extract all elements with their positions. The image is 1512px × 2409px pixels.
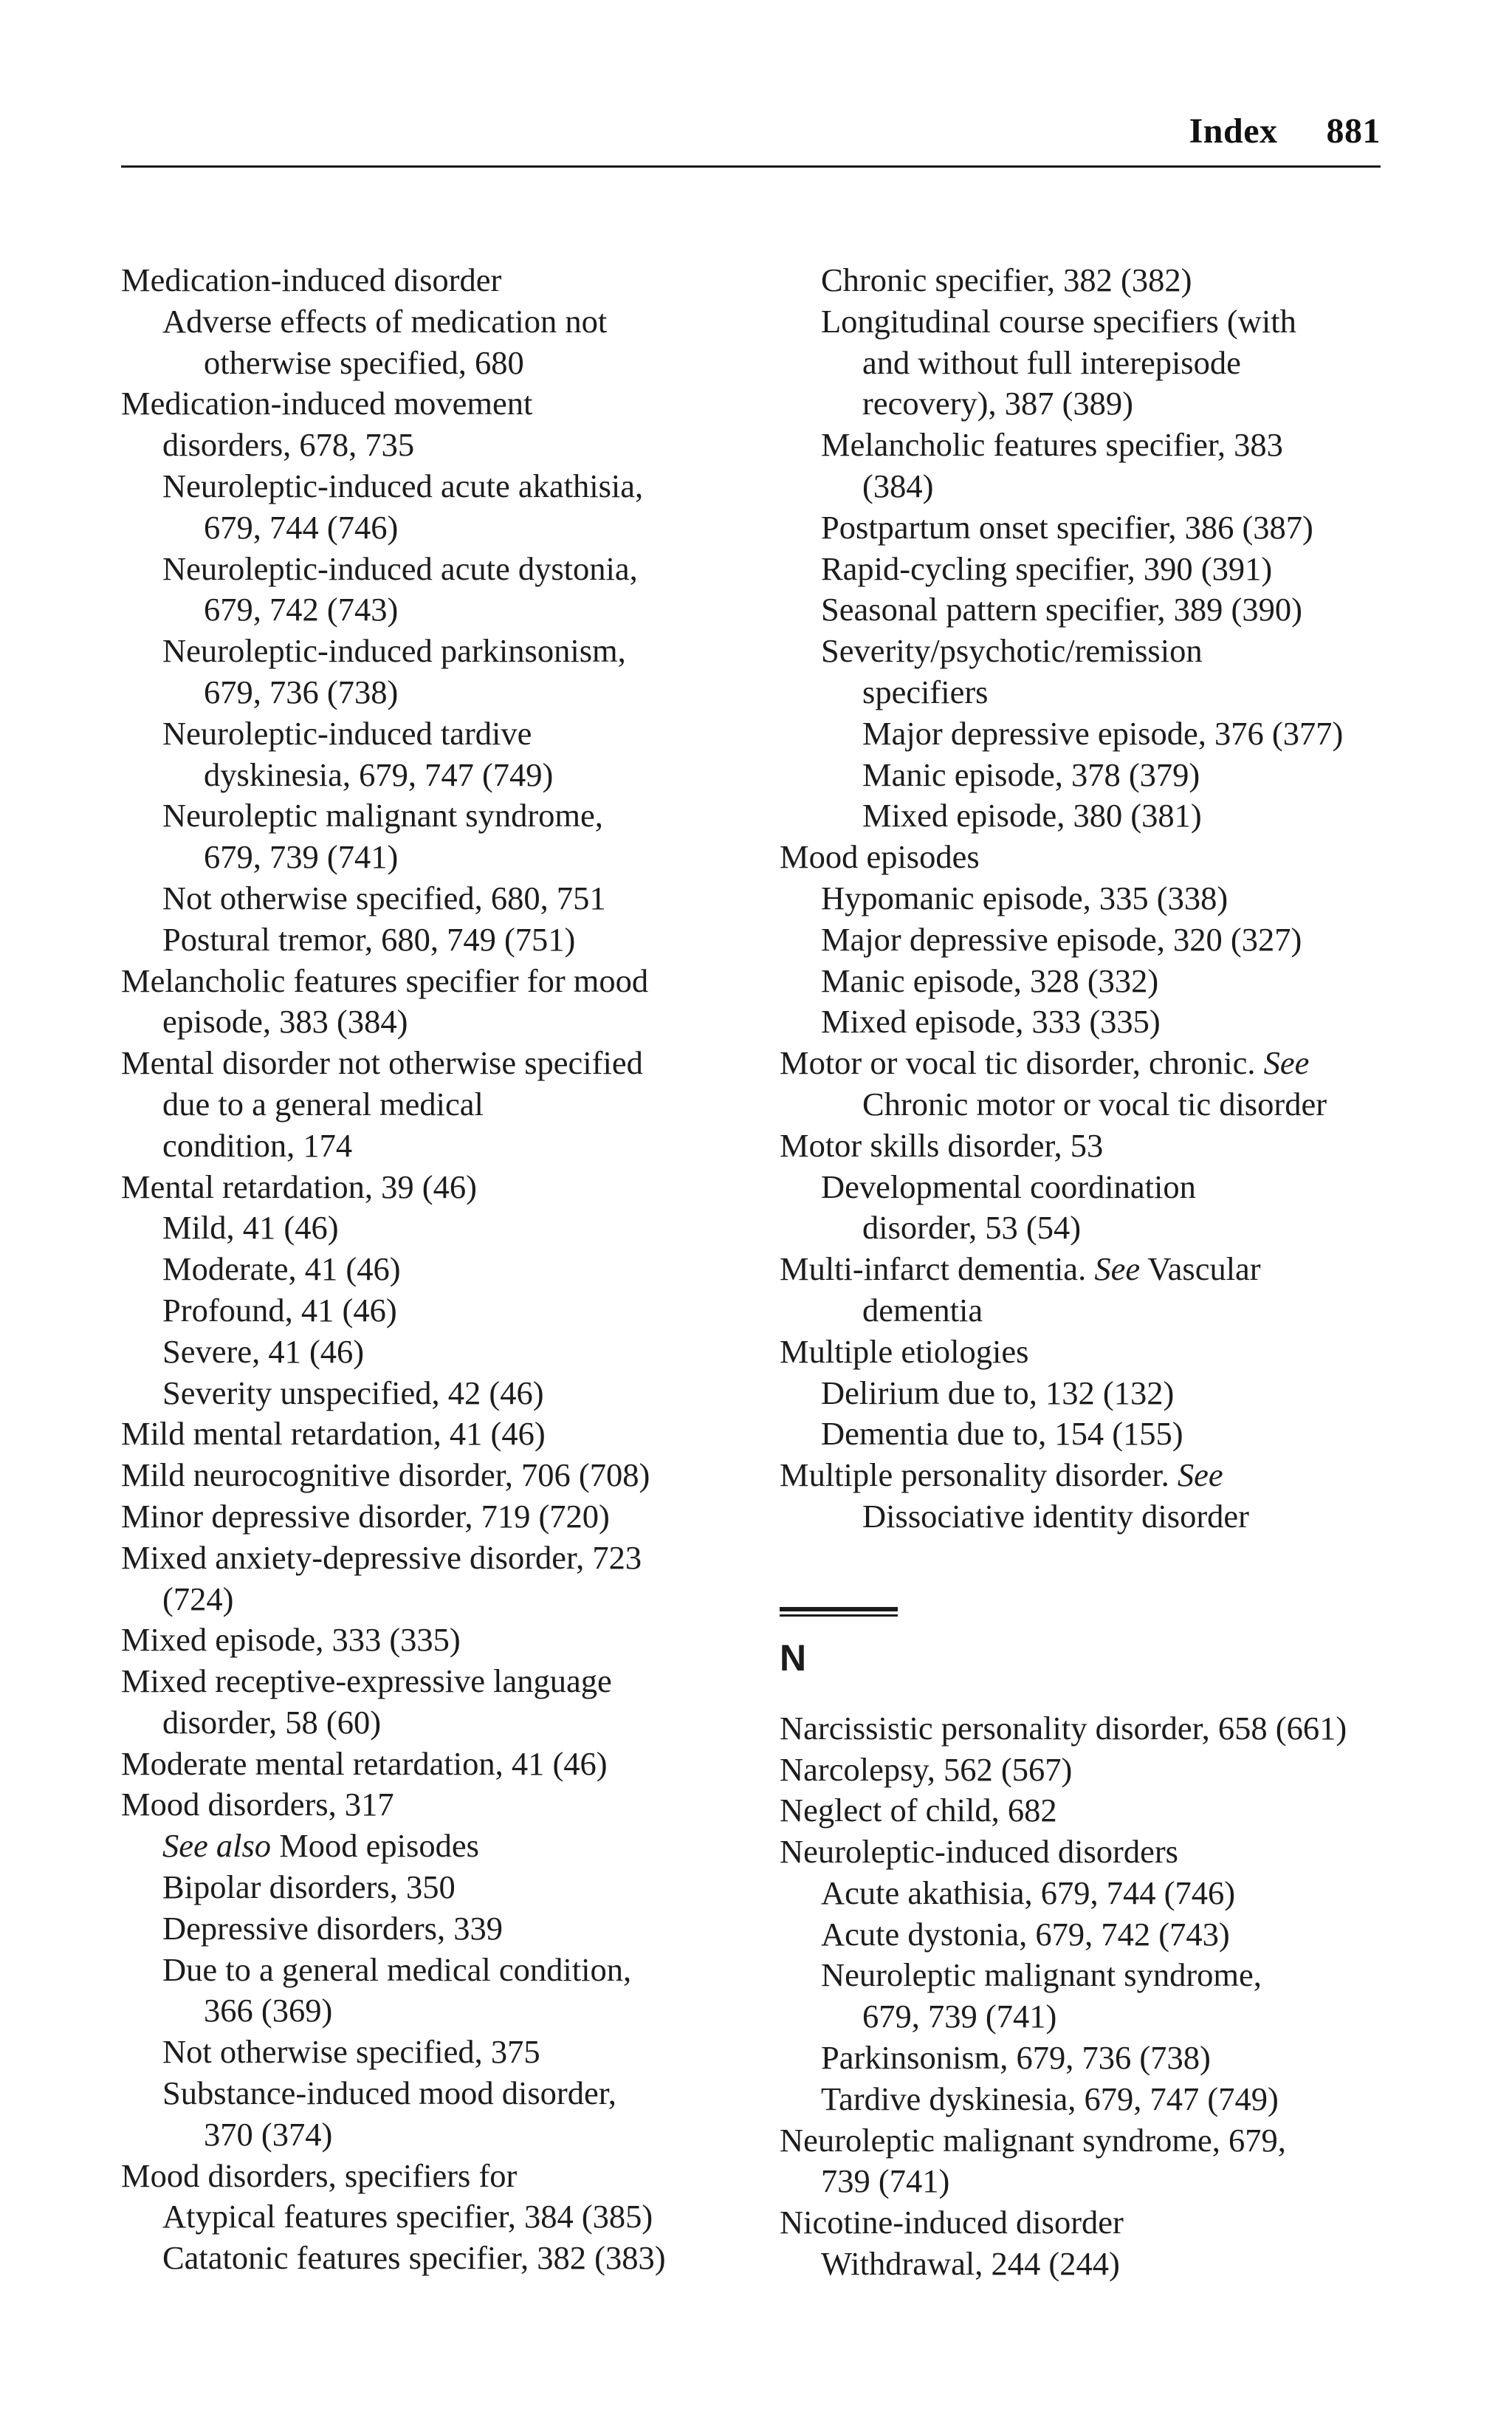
section-letter: N <box>780 1637 807 1679</box>
index-entry <box>121 672 771 713</box>
index-entry <box>780 1914 1385 1956</box>
index-entry <box>121 1990 771 2032</box>
index-entry <box>780 1084 1385 1125</box>
index-entry <box>121 1784 771 1826</box>
index-entry-text: Depressive disorders, 339 <box>162 1909 503 1947</box>
index-entry-text: Motor or vocal tic disorder, chronic. <box>780 1044 1264 1082</box>
index-entry <box>121 1373 771 1414</box>
index-entry-text: Dementia due to, 154 (155) <box>821 1415 1183 1453</box>
index-entry-text: Neuroleptic malignant syndrome, <box>821 1956 1262 1994</box>
index-entry <box>780 1207 1385 1249</box>
page-number: 881 <box>1326 112 1381 151</box>
index-entry-text: Tardive dyskinesia, 679, 747 (749) <box>821 2080 1279 2117</box>
index-entry <box>780 672 1385 713</box>
index-entry <box>780 2120 1385 2162</box>
index-entry <box>121 878 771 919</box>
index-entry-text: Moderate mental retardation, 41 (46) <box>121 1744 608 1782</box>
index-entry-text: 366 (369) <box>204 1992 333 2029</box>
index-entry <box>121 425 771 466</box>
index-entry-text: condition, 174 <box>162 1126 353 1164</box>
index-entry-text: Manic episode, 328 (332) <box>821 962 1159 999</box>
index-entry-text: 679, 742 (743) <box>204 591 399 628</box>
index-entry <box>121 549 771 590</box>
index-entry <box>121 1661 771 1702</box>
index-entry-text: Mixed receptive-expressive language <box>121 1662 612 1700</box>
index-entry-text: Mood disorders, 317 <box>121 1786 394 1823</box>
index-entry <box>121 2238 771 2279</box>
index-entry <box>121 1579 771 1620</box>
index-entry <box>121 343 771 384</box>
index-entry <box>121 713 771 755</box>
index-entry <box>780 2038 1385 2079</box>
index-entry-text: Not otherwise specified, 680, 751 <box>162 879 606 916</box>
index-entry-text: Chronic motor or vocal tic disorder <box>862 1085 1327 1123</box>
index-entry <box>121 1496 771 1538</box>
index-entry-text: Mild mental retardation, 41 (46) <box>121 1415 546 1453</box>
index-entry <box>780 2161 1385 2202</box>
index-entry <box>780 1790 1385 1831</box>
index-entry <box>121 2073 771 2114</box>
index-entry <box>121 2032 771 2073</box>
index-entry-text: Minor depressive disorder, 719 (720) <box>121 1497 610 1535</box>
index-entry <box>121 1826 771 1867</box>
index-entry-text: Narcissistic personality disorder, 658 (661) <box>780 1709 1347 1747</box>
running-head <box>121 111 1381 151</box>
index-entry-text: Acute akathisia, 679, 744 (746) <box>821 1874 1236 1911</box>
index-entry <box>780 1290 1385 1332</box>
index-entry <box>780 1708 1385 1750</box>
index-entry <box>121 795 771 837</box>
index-entry <box>121 1290 771 1332</box>
index-entry-text: Mild, 41 (46) <box>162 1209 339 1247</box>
index-entry <box>780 1332 1385 1373</box>
index-entry-text: Medication-induced movement <box>121 385 533 422</box>
index-entry-text: Mental retardation, 39 (46) <box>121 1168 477 1205</box>
see-reference-target: Vascular <box>1140 1250 1261 1288</box>
index-entry-text: specifiers <box>862 673 989 710</box>
index-entry-text: Hypomanic episode, 335 (338) <box>821 879 1228 916</box>
see-reference-label: See <box>1177 1456 1223 1494</box>
index-entry-text: disorders, 678, 735 <box>162 426 415 464</box>
index-entry <box>121 1084 771 1125</box>
index-entry-text: Mood episodes <box>780 838 980 876</box>
index-entry <box>121 1620 771 1661</box>
index-entry-text: Moderate, 41 (46) <box>162 1250 401 1288</box>
index-entry <box>121 755 771 796</box>
index-entry <box>780 2244 1385 2285</box>
index-entry <box>121 631 771 672</box>
index-entry <box>121 2196 771 2238</box>
index-entry <box>780 507 1385 549</box>
index-entry-text: Profound, 41 (46) <box>162 1291 397 1329</box>
index-entry <box>780 1831 1385 1873</box>
index-entry-text: disorder, 53 (54) <box>862 1209 1082 1247</box>
index-entry <box>121 466 771 507</box>
index-entry-text: Not otherwise specified, 375 <box>162 2033 540 2071</box>
index-entry <box>780 1955 1385 1996</box>
index-entry <box>121 1908 771 1950</box>
index-entry-text: Neglect of child, 682 <box>780 1792 1057 1829</box>
index-entry-text: 370 (374) <box>204 2115 333 2153</box>
index-entry <box>780 1373 1385 1414</box>
index-entry-text: Substance-induced mood disorder, <box>162 2074 616 2112</box>
index-column-left <box>121 260 771 2279</box>
index-entry <box>780 755 1385 796</box>
index-entry-text: Catatonic features specifier, 382 (383) <box>162 2239 666 2277</box>
index-entry-text: Severe, 41 (46) <box>162 1332 365 1370</box>
index-entry <box>780 1001 1385 1043</box>
index-entry-text: Manic episode, 378 (379) <box>862 755 1200 793</box>
index-entry-text: Dissociative identity disorder <box>862 1497 1250 1535</box>
index-entry <box>780 466 1385 507</box>
index-entry <box>121 1950 771 1991</box>
index-entry-text: Seasonal pattern specifier, 389 (390) <box>821 591 1302 628</box>
see-also-label: See also <box>162 1827 272 1865</box>
index-entry <box>780 713 1385 755</box>
index-entry <box>121 837 771 878</box>
index-entry-text: Mixed anxiety-depressive disorder, 723 <box>121 1538 642 1576</box>
index-entries-m-continued <box>780 260 1385 1538</box>
index-entry <box>121 1167 771 1208</box>
index-entry-text: Severity/psychotic/remission <box>821 632 1203 670</box>
index-entry-text: dyskinesia, 679, 747 (749) <box>204 755 554 793</box>
index-entry <box>121 1455 771 1496</box>
index-column-right <box>780 260 1385 2285</box>
index-entry <box>121 1249 771 1290</box>
index-entry-text: Multiple personality disorder. <box>780 1456 1178 1494</box>
index-entry <box>780 1167 1385 1208</box>
index-entry-text: Multiple etiologies <box>780 1332 1029 1370</box>
index-entry-text: Neuroleptic-induced parkinsonism, <box>162 632 626 670</box>
index-entry-text: 739 (741) <box>821 2162 950 2200</box>
index-entry-text: Multi-infarct dementia. <box>780 1250 1095 1288</box>
index-entry-text: Rapid-cycling specifier, 390 (391) <box>821 549 1273 587</box>
index-entry-text: due to a general medical <box>162 1085 484 1123</box>
index-entry <box>780 878 1385 919</box>
index-entry-text: Atypical features specifier, 384 (385) <box>162 2198 653 2235</box>
index-entry-text: Developmental coordination <box>821 1168 1196 1205</box>
index-entries-n <box>780 1708 1385 2285</box>
index-entry <box>121 1125 771 1167</box>
index-entry <box>121 1332 771 1373</box>
index-entry-text: Mental disorder not otherwise specified <box>121 1044 643 1082</box>
index-entry-text: Melancholic features specifier, 383 <box>821 426 1283 464</box>
see-reference-label: See <box>1263 1044 1310 1082</box>
section-rule <box>780 1607 898 1617</box>
index-entry-text: otherwise specified, 680 <box>204 343 524 381</box>
index-entry-text: Postural tremor, 680, 749 (751) <box>162 920 576 958</box>
header-rule <box>121 165 1381 168</box>
index-entry-text: Nicotine-induced disorder <box>780 2204 1124 2241</box>
index-entry-text: (724) <box>162 1580 234 1617</box>
index-entry <box>121 1001 771 1043</box>
index-entry-text: 679, 744 (746) <box>204 508 399 546</box>
index-entry-text: Acute dystonia, 679, 742 (743) <box>821 1915 1230 1953</box>
index-entry-text: dementia <box>862 1291 983 1329</box>
index-entry <box>780 837 1385 878</box>
index-entry-text: Mood episodes <box>271 1827 479 1865</box>
index-entry-text: Chronic specifier, 382 (382) <box>821 261 1192 298</box>
index-entry-text: Due to a general medical condition, <box>162 1950 632 1988</box>
index-entry <box>780 383 1385 425</box>
index-entry-text: Neuroleptic malignant syndrome, <box>162 797 603 835</box>
index-entry-text: Longitudinal course specifiers (with <box>821 302 1296 340</box>
index-entry-text: Neuroleptic-induced tardive <box>162 714 532 752</box>
index-entry <box>780 549 1385 590</box>
index-entry <box>780 919 1385 961</box>
index-entry <box>121 2156 771 2197</box>
index-entry-text: recovery), 387 (389) <box>862 385 1133 422</box>
index-entry <box>780 1996 1385 2038</box>
index-entry <box>780 961 1385 1002</box>
index-entry <box>780 1455 1385 1496</box>
index-entry-text: Medication-induced disorder <box>121 261 502 298</box>
index-entry-text: 679, 739 (741) <box>204 838 399 876</box>
index-entry-text: Parkinsonism, 679, 736 (738) <box>821 2039 1211 2077</box>
index-entry-text: and without full interepisode <box>862 343 1241 381</box>
index-entry <box>121 383 771 425</box>
index-entry <box>121 507 771 549</box>
index-entry-text: Mixed episode, 333 (335) <box>821 1003 1161 1041</box>
index-entry-text: Neuroleptic-induced acute dystonia, <box>162 549 638 587</box>
index-entry-text: Melancholic features specifier for mood <box>121 962 649 999</box>
index-entry <box>780 425 1385 466</box>
index-entry <box>121 301 771 343</box>
index-entry <box>780 1873 1385 1914</box>
index-entry <box>121 1702 771 1744</box>
index-entry <box>780 260 1385 301</box>
index-entry-text: Major depressive episode, 376 (377) <box>862 714 1344 752</box>
index-entry <box>780 631 1385 672</box>
index-entry <box>121 1744 771 1785</box>
index-entry-text: Severity unspecified, 42 (46) <box>162 1374 544 1411</box>
index-entry-text: episode, 383 (384) <box>162 1003 408 1041</box>
index-entry <box>121 1413 771 1455</box>
index-entry <box>780 589 1385 631</box>
index-entry <box>780 301 1385 343</box>
index-entry-text: Mood disorders, specifiers for <box>121 2156 518 2194</box>
index-entry-text: 679, 739 (741) <box>862 1998 1057 2035</box>
index-entry <box>121 2114 771 2156</box>
index-entry-text: (384) <box>862 467 934 504</box>
index-entry <box>780 1125 1385 1167</box>
index-entry <box>121 1538 771 1579</box>
index-entry <box>780 795 1385 837</box>
index-entry <box>780 2079 1385 2120</box>
index-entry <box>121 1043 771 1084</box>
index-entry-text: Mixed episode, 333 (335) <box>121 1621 461 1659</box>
index-entry <box>780 343 1385 384</box>
index-entry <box>121 260 771 301</box>
index-entry <box>780 1750 1385 1791</box>
running-head-title: Index <box>1189 112 1278 151</box>
index-entry-text: Neuroleptic-induced acute akathisia, <box>162 467 644 504</box>
index-entry <box>121 589 771 631</box>
index-entry-text: Mixed episode, 380 (381) <box>862 797 1202 835</box>
index-entry-text: Major depressive episode, 320 (327) <box>821 920 1302 958</box>
index-entry <box>780 1043 1385 1084</box>
index-entry-text: Neuroleptic malignant syndrome, 679, <box>780 2121 1286 2159</box>
index-entry-text: Bipolar disorders, 350 <box>162 1868 456 1906</box>
index-entry-text: Narcolepsy, 562 (567) <box>780 1750 1073 1788</box>
index-entry-text: 679, 736 (738) <box>204 673 399 710</box>
index-entry <box>780 1249 1385 1290</box>
index-entry <box>780 2202 1385 2244</box>
index-entry-text: Delirium due to, 132 (132) <box>821 1374 1175 1411</box>
section-marker <box>780 1607 1385 1680</box>
index-entry <box>121 1867 771 1908</box>
index-entry-text: Motor skills disorder, 53 <box>780 1126 1104 1164</box>
index-entry-text: Adverse effects of medication not <box>162 302 608 340</box>
index-entry <box>780 1413 1385 1455</box>
index-entry <box>121 919 771 961</box>
index-entry-text: Postpartum onset specifier, 386 (387) <box>821 508 1313 546</box>
index-entry-text: disorder, 58 (60) <box>162 1703 382 1741</box>
index-entry <box>121 961 771 1002</box>
index-entry-text: Neuroleptic-induced disorders <box>780 1833 1178 1871</box>
index-entry-text: Mild neurocognitive disorder, 706 (708) <box>121 1456 650 1494</box>
index-entry-text: Withdrawal, 244 (244) <box>821 2245 1120 2283</box>
index-entry <box>780 1496 1385 1538</box>
index-entry <box>121 1207 771 1249</box>
see-reference-label: See <box>1094 1250 1141 1288</box>
